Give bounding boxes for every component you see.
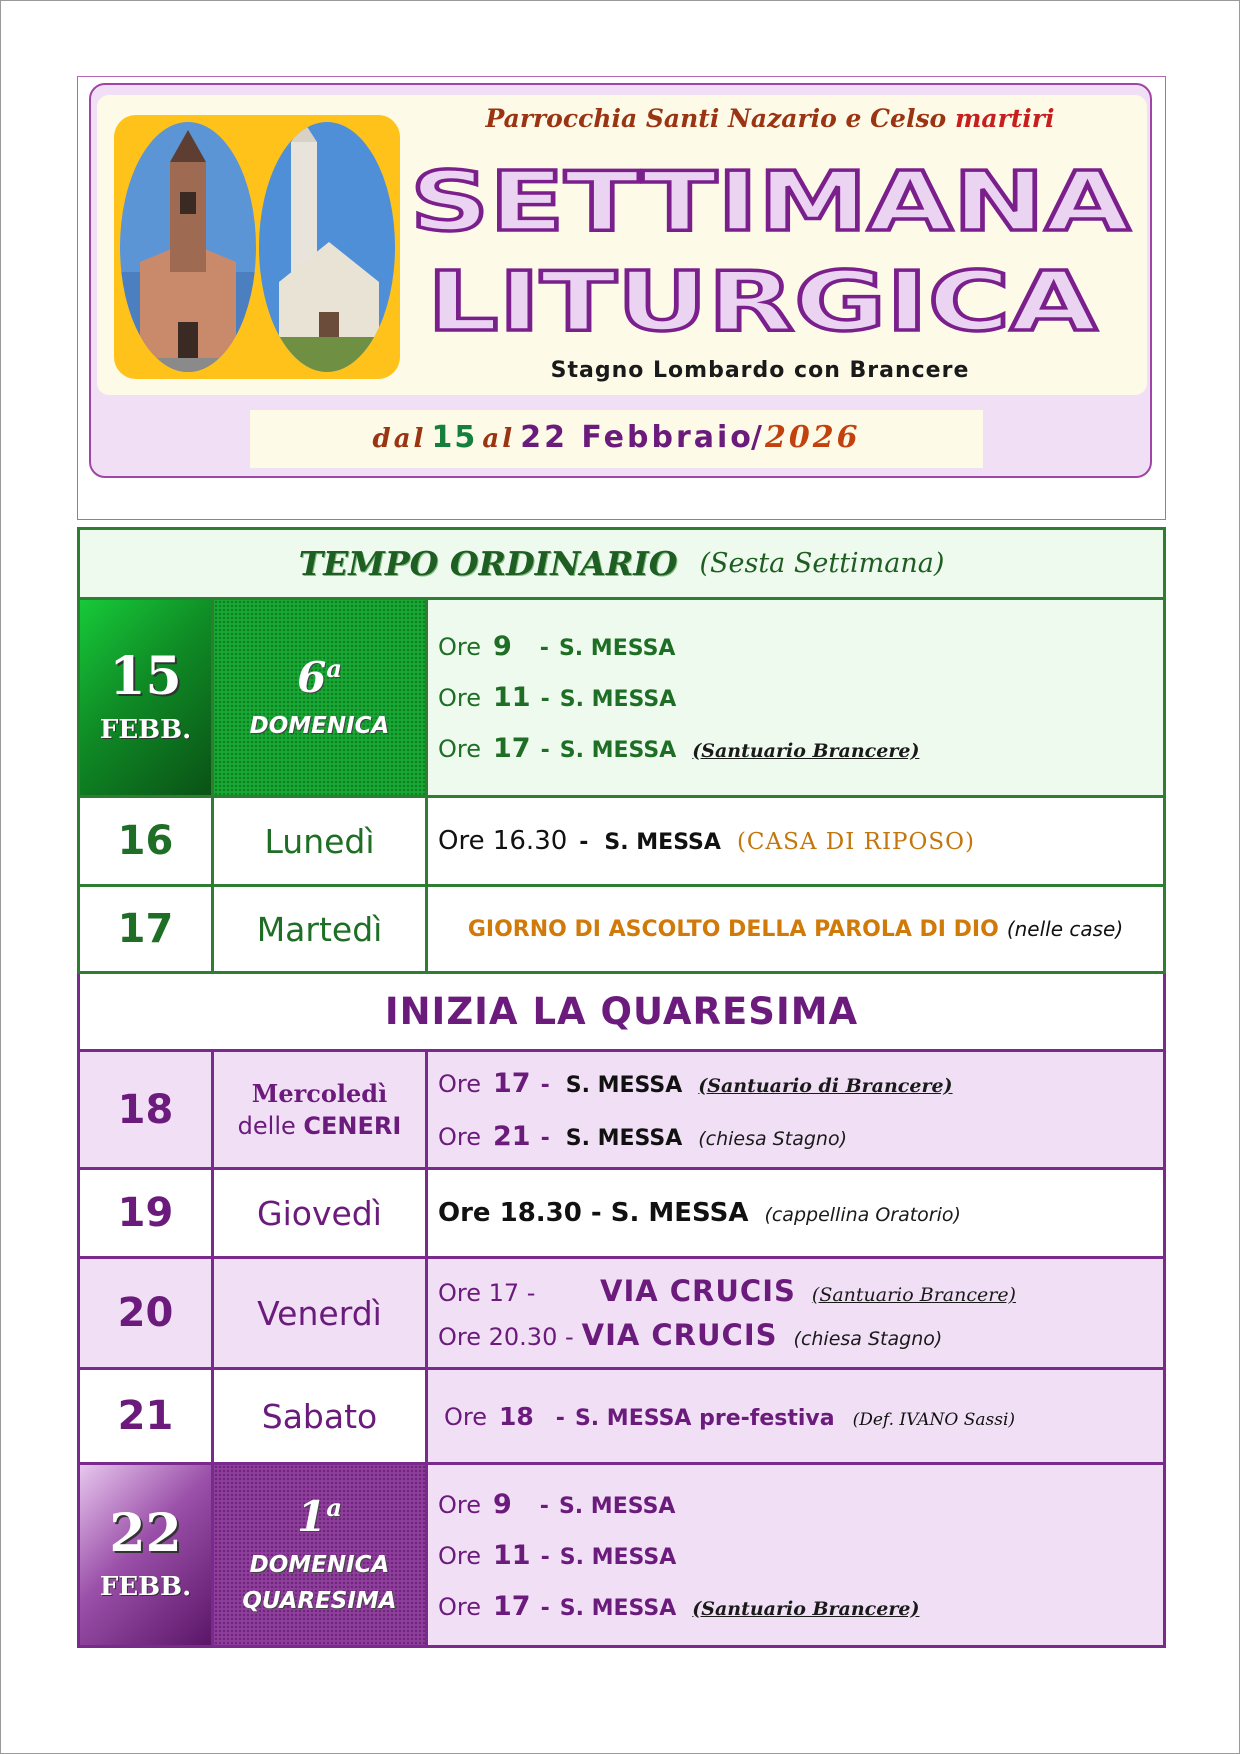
events-cell [428, 1370, 1163, 1462]
event-line: Ore 21 - S. MESSA (chiesa Stagno) [438, 1120, 847, 1152]
event-line: Ore 16.30 - S. MESSA (CASA DI RIPOSO) [438, 826, 975, 856]
tempo-ordinario-header: TEMPO ORDINARIO (Sesta Settimana) [77, 527, 1166, 600]
event-line: Ore 9 - S. MESSA [438, 631, 676, 662]
title-line-2: LITURGICA [427, 255, 1098, 340]
events-cell [428, 1170, 1163, 1256]
day-row-21 [77, 1370, 1166, 1465]
day-name-cell: Giovedì [214, 1170, 428, 1256]
events-cell [428, 600, 1163, 795]
day-number-cell: 16 [80, 798, 214, 884]
day-number-cell: 17 [80, 887, 214, 971]
event-line: Ore 11 - S. MESSA [438, 1539, 677, 1571]
day-row-18 [77, 1052, 1166, 1170]
day-name-cell: Lunedì [214, 798, 428, 884]
church-photo-brancere [259, 122, 395, 372]
day-number-cell: 19 [80, 1170, 214, 1256]
day-row-17 [77, 887, 1166, 974]
day-name-cell: 1$^a$ DOMENICA QUARESIMA [214, 1465, 428, 1645]
events-cell [428, 887, 1163, 971]
day-number-cell: 21 [80, 1370, 214, 1462]
day-name-cell: 6$^a$ DOMENICA [214, 600, 428, 795]
day-row-22 [77, 1465, 1166, 1648]
event-line: Ore 11 - S. MESSA [438, 682, 677, 713]
day-name-cell: Mercoledì delle CENERI [214, 1052, 428, 1167]
day-name-cell: Martedì [214, 887, 428, 971]
day-number-cell: 20 [80, 1259, 214, 1367]
parish-name: Parrocchia Santi Nazario e Celso martiri [485, 104, 1055, 133]
day-row-19 [77, 1170, 1166, 1259]
church-photos [114, 115, 400, 379]
event-line: Ore 18.30 - S. MESSA (cappellina Oratorio) [438, 1198, 961, 1228]
date-range: dal 15 al 22 Febbraio /2026 [372, 420, 861, 455]
title-line-1: SETTIMANA [410, 160, 1131, 250]
event-line: Ore 9 - S. MESSA [438, 1488, 676, 1520]
subtitle: Stagno Lombardo con Brancere [550, 358, 970, 383]
events-cell [428, 1259, 1163, 1367]
event-line: Ore 17 - VIA CRUCIS (Santuario Brancere) [438, 1274, 1016, 1308]
event-line: Ore 17 - S. MESSA (Santuario Brancere) [438, 733, 920, 764]
church-photo-stagno [120, 122, 256, 372]
quaresima-header: INIZIA LA QUARESIMA [77, 974, 1166, 1052]
day-number-cell: 22 FEBB. [80, 1465, 214, 1645]
main-title [400, 160, 1145, 340]
day-row-20 [77, 1259, 1166, 1370]
day-number-cell: 18 [80, 1052, 214, 1167]
day-name-cell: Venerdì [214, 1259, 428, 1367]
day-row-16 [77, 798, 1166, 887]
events-cell [428, 1052, 1163, 1167]
event-line: Ore 20.30 - VIA CRUCIS (chiesa Stagno) [438, 1318, 943, 1352]
day-row-15 [77, 600, 1166, 798]
events-cell [428, 798, 1163, 884]
day-number-cell: 15 FEBB. [80, 600, 214, 795]
day-name-cell: Sabato [214, 1370, 428, 1462]
event-line: Ore 17 - S. MESSA (Santuario di Brancere) [438, 1067, 953, 1099]
schedule-table [77, 527, 1166, 1648]
event-line: Ore 18 - S. MESSA pre-festiva (Def. IVANO Sassi) [444, 1401, 1016, 1431]
event-line: Ore 17 - S. MESSA (Santuario Brancere) [438, 1590, 920, 1622]
events-cell [428, 1465, 1163, 1645]
event-line: GIORNO DI ASCOLTO DELLA PAROLA DI DIO (nelle case) [467, 916, 1124, 942]
